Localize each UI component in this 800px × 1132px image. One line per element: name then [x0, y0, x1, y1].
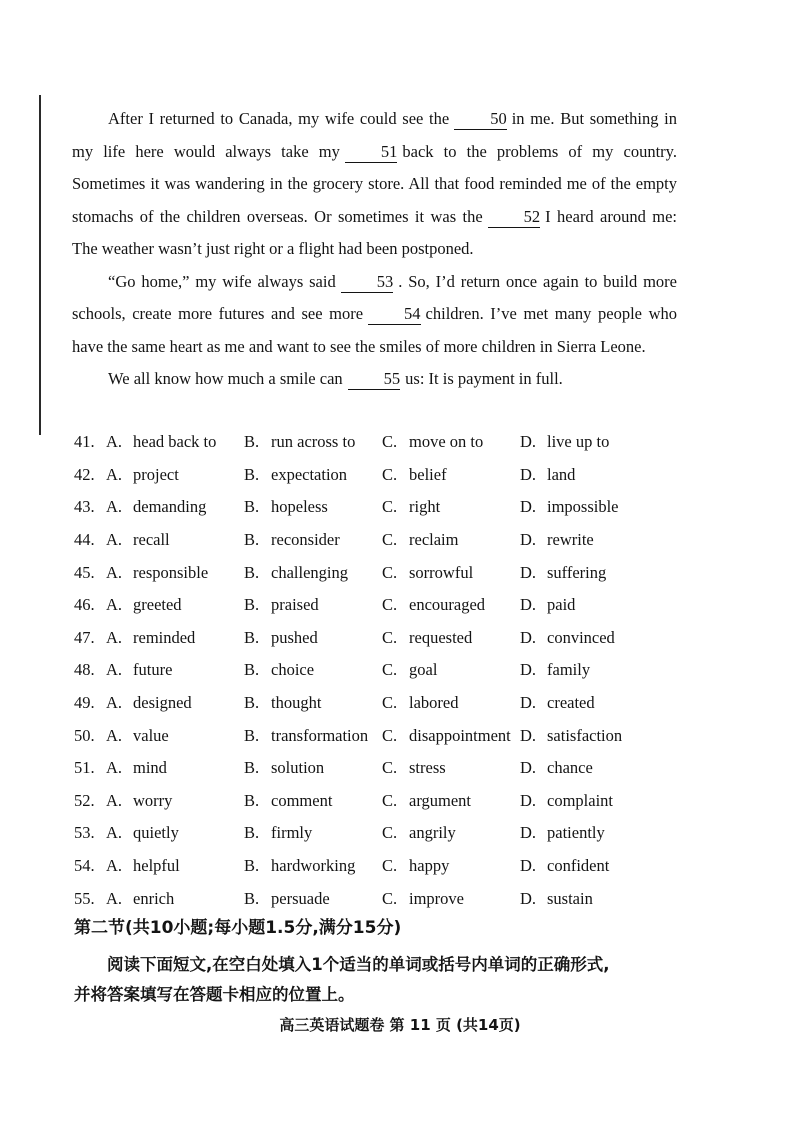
option-c — [382, 628, 520, 648]
option-text: pushed — [271, 627, 318, 647]
option-letter: B. — [244, 660, 260, 680]
option-letter: A. — [106, 595, 123, 615]
passage-text: After I returned to Canada, my wife could see the — [108, 109, 450, 128]
option-text: rewrite — [547, 530, 594, 550]
option-text: sustain — [547, 888, 593, 908]
question-row — [74, 426, 694, 459]
option-d — [520, 889, 660, 909]
option-letter: B. — [244, 562, 260, 582]
question-number: 54. — [74, 856, 95, 876]
option-c — [382, 726, 520, 746]
question-row — [74, 752, 694, 785]
question-row — [74, 589, 694, 622]
blank-55: 55 — [348, 369, 401, 390]
option-text: persuade — [271, 888, 330, 908]
option-text: argument — [409, 790, 472, 810]
option-text: recall — [133, 530, 170, 550]
option-text: sorrowful — [409, 562, 474, 582]
option-letter: D. — [520, 497, 537, 517]
option-a — [106, 465, 244, 485]
option-c — [382, 465, 520, 485]
option-letter: D. — [520, 856, 537, 876]
option-c — [382, 889, 520, 909]
question-row — [74, 687, 694, 720]
option-b — [244, 530, 382, 550]
option-a — [106, 530, 244, 550]
option-text: reconsider — [271, 530, 340, 550]
question-number: 53. — [74, 823, 95, 843]
question-number: 44. — [74, 530, 95, 550]
option-text: stress — [409, 758, 446, 778]
option-letter: A. — [106, 627, 123, 647]
option-text: goal — [409, 660, 438, 680]
option-letter: A. — [106, 823, 123, 843]
paragraph-1 — [72, 103, 677, 266]
option-letter: A. — [106, 497, 123, 517]
option-letter: A. — [106, 530, 123, 550]
option-b — [244, 791, 382, 811]
question-number: 51. — [74, 758, 95, 778]
blank-54: 54 — [368, 304, 421, 325]
question-row — [74, 622, 694, 655]
option-letter: C. — [382, 888, 398, 908]
question-number: 47. — [74, 627, 95, 647]
option-text: helpful — [133, 856, 180, 876]
passage-text: I heard around me: The weather wasn’t just right or a flight had been postponed. — [72, 206, 677, 258]
option-letter: A. — [106, 464, 123, 484]
option-letter: B. — [244, 790, 260, 810]
option-text: transformation — [271, 725, 369, 745]
question-row — [74, 654, 694, 687]
option-c — [382, 530, 520, 550]
option-text: thought — [271, 693, 322, 713]
paragraph-2 — [72, 266, 677, 364]
blank-51: 51 — [345, 142, 398, 163]
option-letter: C. — [382, 660, 398, 680]
question-number: 46. — [74, 595, 95, 615]
option-b — [244, 889, 382, 909]
option-text: patiently — [547, 823, 605, 843]
passage-text: We all know how much a smile can — [108, 369, 343, 388]
question-row — [74, 556, 694, 589]
option-c — [382, 497, 520, 517]
section-instructions — [74, 950, 684, 1010]
option-a — [106, 758, 244, 778]
option-text: expectation — [271, 464, 348, 484]
page-footer: 高三英语试题卷 第 11 页 (共14页) — [279, 1016, 521, 1034]
option-text: demanding — [133, 497, 207, 517]
option-text: angrily — [409, 823, 456, 843]
option-text: solution — [271, 758, 325, 778]
option-c — [382, 758, 520, 778]
option-b — [244, 432, 382, 452]
option-letter: C. — [382, 497, 398, 517]
option-letter: D. — [520, 464, 537, 484]
option-letter: D. — [520, 530, 537, 550]
option-letter: A. — [106, 758, 123, 778]
option-b — [244, 628, 382, 648]
option-letter: B. — [244, 758, 260, 778]
option-letter: D. — [520, 758, 537, 778]
option-c — [382, 660, 520, 680]
option-text: improve — [409, 888, 464, 908]
option-letter: A. — [106, 660, 123, 680]
option-text: challenging — [271, 562, 348, 582]
option-letter: D. — [520, 562, 537, 582]
blank-50: 50 — [454, 109, 507, 130]
option-a — [106, 726, 244, 746]
option-text: firmly — [271, 823, 313, 843]
option-text: encouraged — [409, 595, 486, 615]
option-d — [520, 628, 660, 648]
option-letter: A. — [106, 790, 123, 810]
option-letter: C. — [382, 464, 398, 484]
option-text: disappointment — [409, 725, 511, 745]
option-a — [106, 497, 244, 517]
option-letter: D. — [520, 888, 537, 908]
option-letter: A. — [106, 856, 123, 876]
option-text: run across to — [271, 432, 356, 452]
option-d — [520, 530, 660, 550]
option-a — [106, 889, 244, 909]
option-letter: C. — [382, 530, 398, 550]
option-d — [520, 465, 660, 485]
option-b — [244, 726, 382, 746]
paragraph-3 — [72, 363, 677, 396]
option-c — [382, 563, 520, 583]
option-d — [520, 497, 660, 517]
option-text: enrich — [133, 888, 175, 908]
option-letter: C. — [382, 562, 398, 582]
option-d — [520, 693, 660, 713]
option-text: complaint — [547, 790, 613, 810]
question-number: 43. — [74, 497, 95, 517]
passage-text: “Go home,” my wife always said — [108, 271, 336, 291]
question-row — [74, 785, 694, 818]
option-text: confident — [547, 856, 610, 876]
option-text: requested — [409, 627, 473, 647]
option-text: designed — [133, 693, 192, 713]
option-c — [382, 791, 520, 811]
option-a — [106, 595, 244, 615]
option-letter: D. — [520, 627, 537, 647]
option-letter: D. — [520, 790, 537, 810]
blank-52: 52 — [488, 207, 541, 228]
option-letter: C. — [382, 725, 398, 745]
question-number: 42. — [74, 464, 95, 484]
option-text: chance — [547, 758, 593, 778]
option-text: responsible — [133, 562, 209, 582]
question-number: 48. — [74, 660, 95, 680]
option-letter: C. — [382, 758, 398, 778]
option-letter: B. — [244, 725, 260, 745]
option-text: right — [409, 497, 441, 517]
option-text: project — [133, 464, 179, 484]
option-letter: B. — [244, 888, 260, 908]
blank-53: 53 — [341, 272, 394, 293]
passage-text: us: It is payment in full. — [405, 369, 563, 388]
option-a — [106, 563, 244, 583]
question-number: 49. — [74, 693, 95, 713]
option-letter: D. — [520, 693, 537, 713]
option-letter: B. — [244, 595, 260, 615]
option-text: satisfaction — [547, 725, 623, 745]
option-text: reminded — [133, 627, 196, 647]
option-text: head back to — [133, 432, 217, 452]
option-a — [106, 856, 244, 876]
option-letter: C. — [382, 627, 398, 647]
passage-text: back to the problems of my country. Sometimes it was wandering in the grocery store. All that food reminded me of the empty stomachs of the children overseas. Or sometimes it was the — [72, 141, 677, 226]
question-row — [74, 491, 694, 524]
option-text: impossible — [547, 497, 619, 517]
option-b — [244, 595, 382, 615]
option-letter: B. — [244, 464, 260, 484]
option-b — [244, 465, 382, 485]
option-d — [520, 726, 660, 746]
option-c — [382, 693, 520, 713]
question-row — [74, 459, 694, 492]
option-letter: C. — [382, 856, 398, 876]
option-text: created — [547, 693, 595, 713]
option-text: belief — [409, 464, 447, 484]
option-text: family — [547, 660, 591, 680]
option-a — [106, 693, 244, 713]
instruction-line: 阅读下面短文,在空白处填入1个适当的单词或括号内单词的正确形式, — [107, 955, 610, 974]
option-b — [244, 693, 382, 713]
option-text: greeted — [133, 595, 182, 615]
option-c — [382, 595, 520, 615]
question-number: 50. — [74, 725, 95, 745]
option-letter: D. — [520, 823, 537, 843]
option-text: paid — [547, 595, 576, 615]
question-row — [74, 817, 694, 850]
option-d — [520, 823, 660, 843]
option-c — [382, 823, 520, 843]
option-text: hardworking — [271, 856, 356, 876]
option-text: reclaim — [409, 530, 459, 550]
option-text: labored — [409, 693, 459, 713]
option-text: value — [133, 725, 169, 745]
instruction-line: 并将答案填写在答题卡相应的位置上。 — [74, 985, 355, 1004]
option-a — [106, 660, 244, 680]
option-text: happy — [409, 856, 450, 876]
option-letter: B. — [244, 432, 260, 452]
option-b — [244, 823, 382, 843]
option-c — [382, 856, 520, 876]
question-row — [74, 524, 694, 557]
option-letter: D. — [520, 660, 537, 680]
option-text: convinced — [547, 627, 615, 647]
option-d — [520, 595, 660, 615]
option-letter: C. — [382, 432, 398, 452]
option-text: move on to — [409, 432, 484, 452]
option-letter: D. — [520, 725, 537, 745]
question-row — [74, 719, 694, 752]
option-letter: A. — [106, 432, 123, 452]
option-letter: A. — [106, 562, 123, 582]
option-a — [106, 432, 244, 452]
question-number: 45. — [74, 562, 95, 582]
passage-text: . So, I’d return once again to build more schools, create more futures and see more — [72, 271, 677, 323]
option-letter: D. — [520, 595, 537, 615]
passage-text: in me. But something in my life here would always take my — [72, 109, 677, 161]
section-heading: 第二节(共10小题;每小题1.5分,满分15分) — [74, 918, 402, 938]
option-b — [244, 660, 382, 680]
question-row — [74, 882, 694, 915]
question-number: 52. — [74, 790, 95, 810]
option-letter: C. — [382, 693, 398, 713]
option-text: live up to — [547, 432, 610, 452]
option-d — [520, 758, 660, 778]
option-letter: A. — [106, 725, 123, 745]
option-a — [106, 823, 244, 843]
option-b — [244, 758, 382, 778]
option-letter: B. — [244, 530, 260, 550]
question-number: 55. — [74, 888, 95, 908]
option-text: mind — [133, 758, 167, 778]
option-d — [520, 660, 660, 680]
option-text: future — [133, 660, 173, 680]
option-letter: B. — [244, 627, 260, 647]
option-d — [520, 791, 660, 811]
option-b — [244, 497, 382, 517]
option-a — [106, 791, 244, 811]
option-b — [244, 563, 382, 583]
option-letter: A. — [106, 888, 123, 908]
option-letter: D. — [520, 432, 537, 452]
option-text: worry — [133, 790, 173, 810]
option-letter: B. — [244, 823, 260, 843]
option-d — [520, 563, 660, 583]
option-letter: C. — [382, 790, 398, 810]
option-text: praised — [271, 595, 319, 615]
option-letter: C. — [382, 595, 398, 615]
option-text: quietly — [133, 823, 179, 843]
passage-text: children. I’ve met many people who have the same heart as me and want to see the smiles of more children in Sierra Leone. — [72, 304, 678, 356]
option-c — [382, 432, 520, 452]
option-letter: B. — [244, 856, 260, 876]
option-letter: B. — [244, 693, 260, 713]
option-letter: A. — [106, 693, 123, 713]
option-text: comment — [271, 790, 333, 810]
option-b — [244, 856, 382, 876]
margin-rule — [39, 95, 41, 435]
option-letter: B. — [244, 497, 260, 517]
answer-options-list — [74, 426, 694, 915]
option-text: hopeless — [271, 497, 328, 517]
option-text: land — [547, 464, 576, 484]
option-text: suffering — [547, 562, 607, 582]
question-row — [74, 850, 694, 883]
option-d — [520, 432, 660, 452]
option-text: choice — [271, 660, 315, 680]
question-number: 41. — [74, 432, 95, 452]
option-letter: C. — [382, 823, 398, 843]
reading-passage — [72, 103, 677, 396]
option-d — [520, 856, 660, 876]
option-a — [106, 628, 244, 648]
